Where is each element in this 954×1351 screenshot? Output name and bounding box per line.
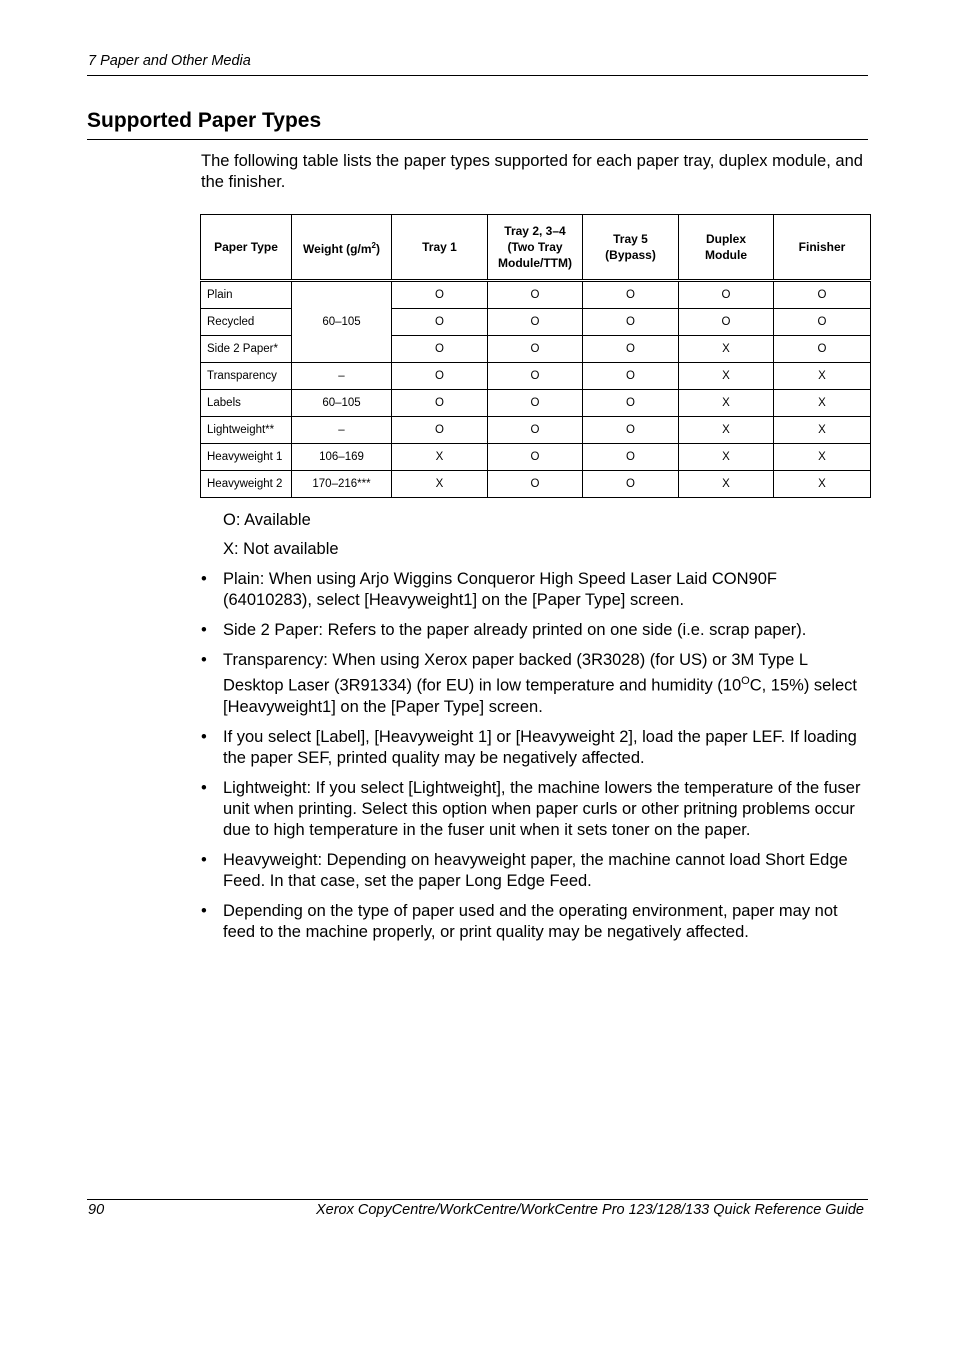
weight-cell: 170–216***: [292, 471, 392, 498]
tray5-cell: O: [583, 336, 679, 363]
paper-types-table: [200, 214, 871, 498]
weight-cell: 106–169: [292, 444, 392, 471]
table-header-row: [201, 215, 871, 281]
bullet: •: [201, 621, 207, 639]
list-item: • If you select [Label], [Heavyweight 1] or [Heavyweight 2], load the paper LEF. If loading the paper SEF, printed quality may be negatively affected.: [201, 727, 857, 767]
tray2-4-cell: O: [488, 363, 583, 390]
paper-type-cell: Heavyweight 2: [201, 471, 292, 498]
bullet: •: [201, 778, 207, 797]
list-item: • Heavyweight: Depending on heavyweight paper, the machine cannot load Short Edge Feed. In that case, set the paper Long Edge Feed.: [201, 850, 848, 890]
paper-type-cell: Lightweight**: [201, 417, 292, 444]
duplex-cell: O: [679, 281, 774, 309]
tray5-cell: O: [583, 281, 679, 309]
col-header-tray2-4: Tray 2, 3–4 (Two Tray Module/TTM): [488, 215, 583, 281]
tray1-cell: O: [392, 336, 488, 363]
footer-guide-title: Xerox CopyCentre/WorkCentre/WorkCentre Pro 123/128/133 Quick Reference Guide: [315, 1202, 864, 1218]
section-title: Supported Paper Types: [87, 109, 322, 132]
finisher-cell: X: [774, 444, 871, 471]
col-header-finisher: Finisher: [774, 215, 871, 281]
paper-type-cell: Recycled: [201, 309, 292, 336]
tray2-4-cell: O: [488, 336, 583, 363]
bullet: •: [201, 570, 207, 588]
tray1-cell: O: [392, 417, 488, 444]
finisher-cell: X: [774, 390, 871, 417]
list-item: • Side 2 Paper: Refers to the paper already printed on one side (i.e. scrap paper).: [201, 621, 807, 639]
tray2-4-cell: O: [488, 281, 583, 309]
paper-type-cell: Heavyweight 1: [201, 444, 292, 471]
weight-cell: –: [292, 363, 392, 390]
tray5-cell: O: [583, 390, 679, 417]
col-header-duplex: Duplex Module: [679, 215, 774, 281]
duplex-cell: X: [679, 417, 774, 444]
header-rule: [87, 75, 868, 76]
col-header-paper-type: Paper Type: [201, 215, 292, 281]
bullet: •: [201, 651, 207, 669]
weight-cell: 60–105: [292, 281, 392, 363]
finisher-cell: O: [774, 336, 871, 363]
intro-paragraph: The following table lists the paper types supported for each paper tray, duplex module, and the finisher.: [201, 152, 863, 191]
duplex-cell: X: [679, 336, 774, 363]
bullet: •: [201, 850, 207, 869]
legend-not-available: X: Not available: [223, 540, 339, 558]
tray5-cell: O: [583, 309, 679, 336]
footer-rule: [87, 1199, 868, 1200]
finisher-cell: O: [774, 309, 871, 336]
paper-type-cell: Transparency: [201, 363, 292, 390]
list-item: • Transparency: When using Xerox paper backed (3R3028) (for US) or 3M Type L Desktop Laser (3R91334) (for EU) in low temperature and humidity ($10^OC$, 15%) select [Heavyweight1] on the [Paper Type] screen.: [201, 651, 858, 716]
table-row: [201, 417, 871, 444]
list-item: • Lightweight: If you select [Lightweight], the machine lowers the temperature of the fuser unit when printing. Select this option when paper curls or other pritning problems occur due to high temperature in the fuser unit when it sets toner on the paper.: [201, 778, 861, 839]
paper-type-cell: Plain: [201, 281, 292, 309]
duplex-cell: X: [679, 363, 774, 390]
finisher-cell: X: [774, 417, 871, 444]
bullet: •: [201, 901, 207, 920]
duplex-cell: X: [679, 444, 774, 471]
finisher-cell: X: [774, 363, 871, 390]
tray2-4-cell: O: [488, 417, 583, 444]
notes-list: [201, 569, 869, 952]
tray2-4-cell: O: [488, 444, 583, 471]
finisher-cell: O: [774, 281, 871, 309]
table-row: [201, 281, 871, 309]
list-item: • Depending on the type of paper used and the operating environment, paper may not feed to the machine properly, or print quality may be negatively affected.: [201, 901, 838, 941]
finisher-cell: X: [774, 471, 871, 498]
page-number: 90: [88, 1202, 105, 1218]
col-header-tray1: Tray 1: [392, 215, 488, 281]
title-rule: [87, 139, 868, 140]
weight-cell: –: [292, 417, 392, 444]
table-row: [201, 390, 871, 417]
table-row: [201, 444, 871, 471]
tray2-4-cell: O: [488, 471, 583, 498]
duplex-cell: O: [679, 309, 774, 336]
duplex-cell: X: [679, 471, 774, 498]
tray1-cell: O: [392, 390, 488, 417]
tray2-4-cell: O: [488, 309, 583, 336]
tray5-cell: O: [583, 471, 679, 498]
tray2-4-cell: O: [488, 390, 583, 417]
tray5-cell: O: [583, 363, 679, 390]
tray1-cell: O: [392, 281, 488, 309]
tray1-cell: X: [392, 444, 488, 471]
bullet: •: [201, 727, 207, 746]
running-header: 7 Paper and Other Media: [88, 53, 251, 69]
paper-type-cell: Labels: [201, 390, 292, 417]
weight-cell: 60–105: [292, 390, 392, 417]
tray5-cell: O: [583, 444, 679, 471]
tray1-cell: O: [392, 363, 488, 390]
col-header-weight: Weight $(g/m^2)$: [292, 215, 392, 281]
tray5-cell: O: [583, 417, 679, 444]
table-row: [201, 363, 871, 390]
paper-type-cell: Side 2 Paper*: [201, 336, 292, 363]
tray1-cell: O: [392, 309, 488, 336]
duplex-cell: X: [679, 390, 774, 417]
table-row: [201, 471, 871, 498]
list-item: • Plain: When using Arjo Wiggins Conqueror High Speed Laser Laid CON90F (64010283), select [Heavyweight1] on the [Paper Type] screen.: [201, 570, 777, 609]
col-header-tray5: Tray 5 (Bypass): [583, 215, 679, 281]
legend-available: O: Available: [223, 511, 311, 529]
tray1-cell: X: [392, 471, 488, 498]
